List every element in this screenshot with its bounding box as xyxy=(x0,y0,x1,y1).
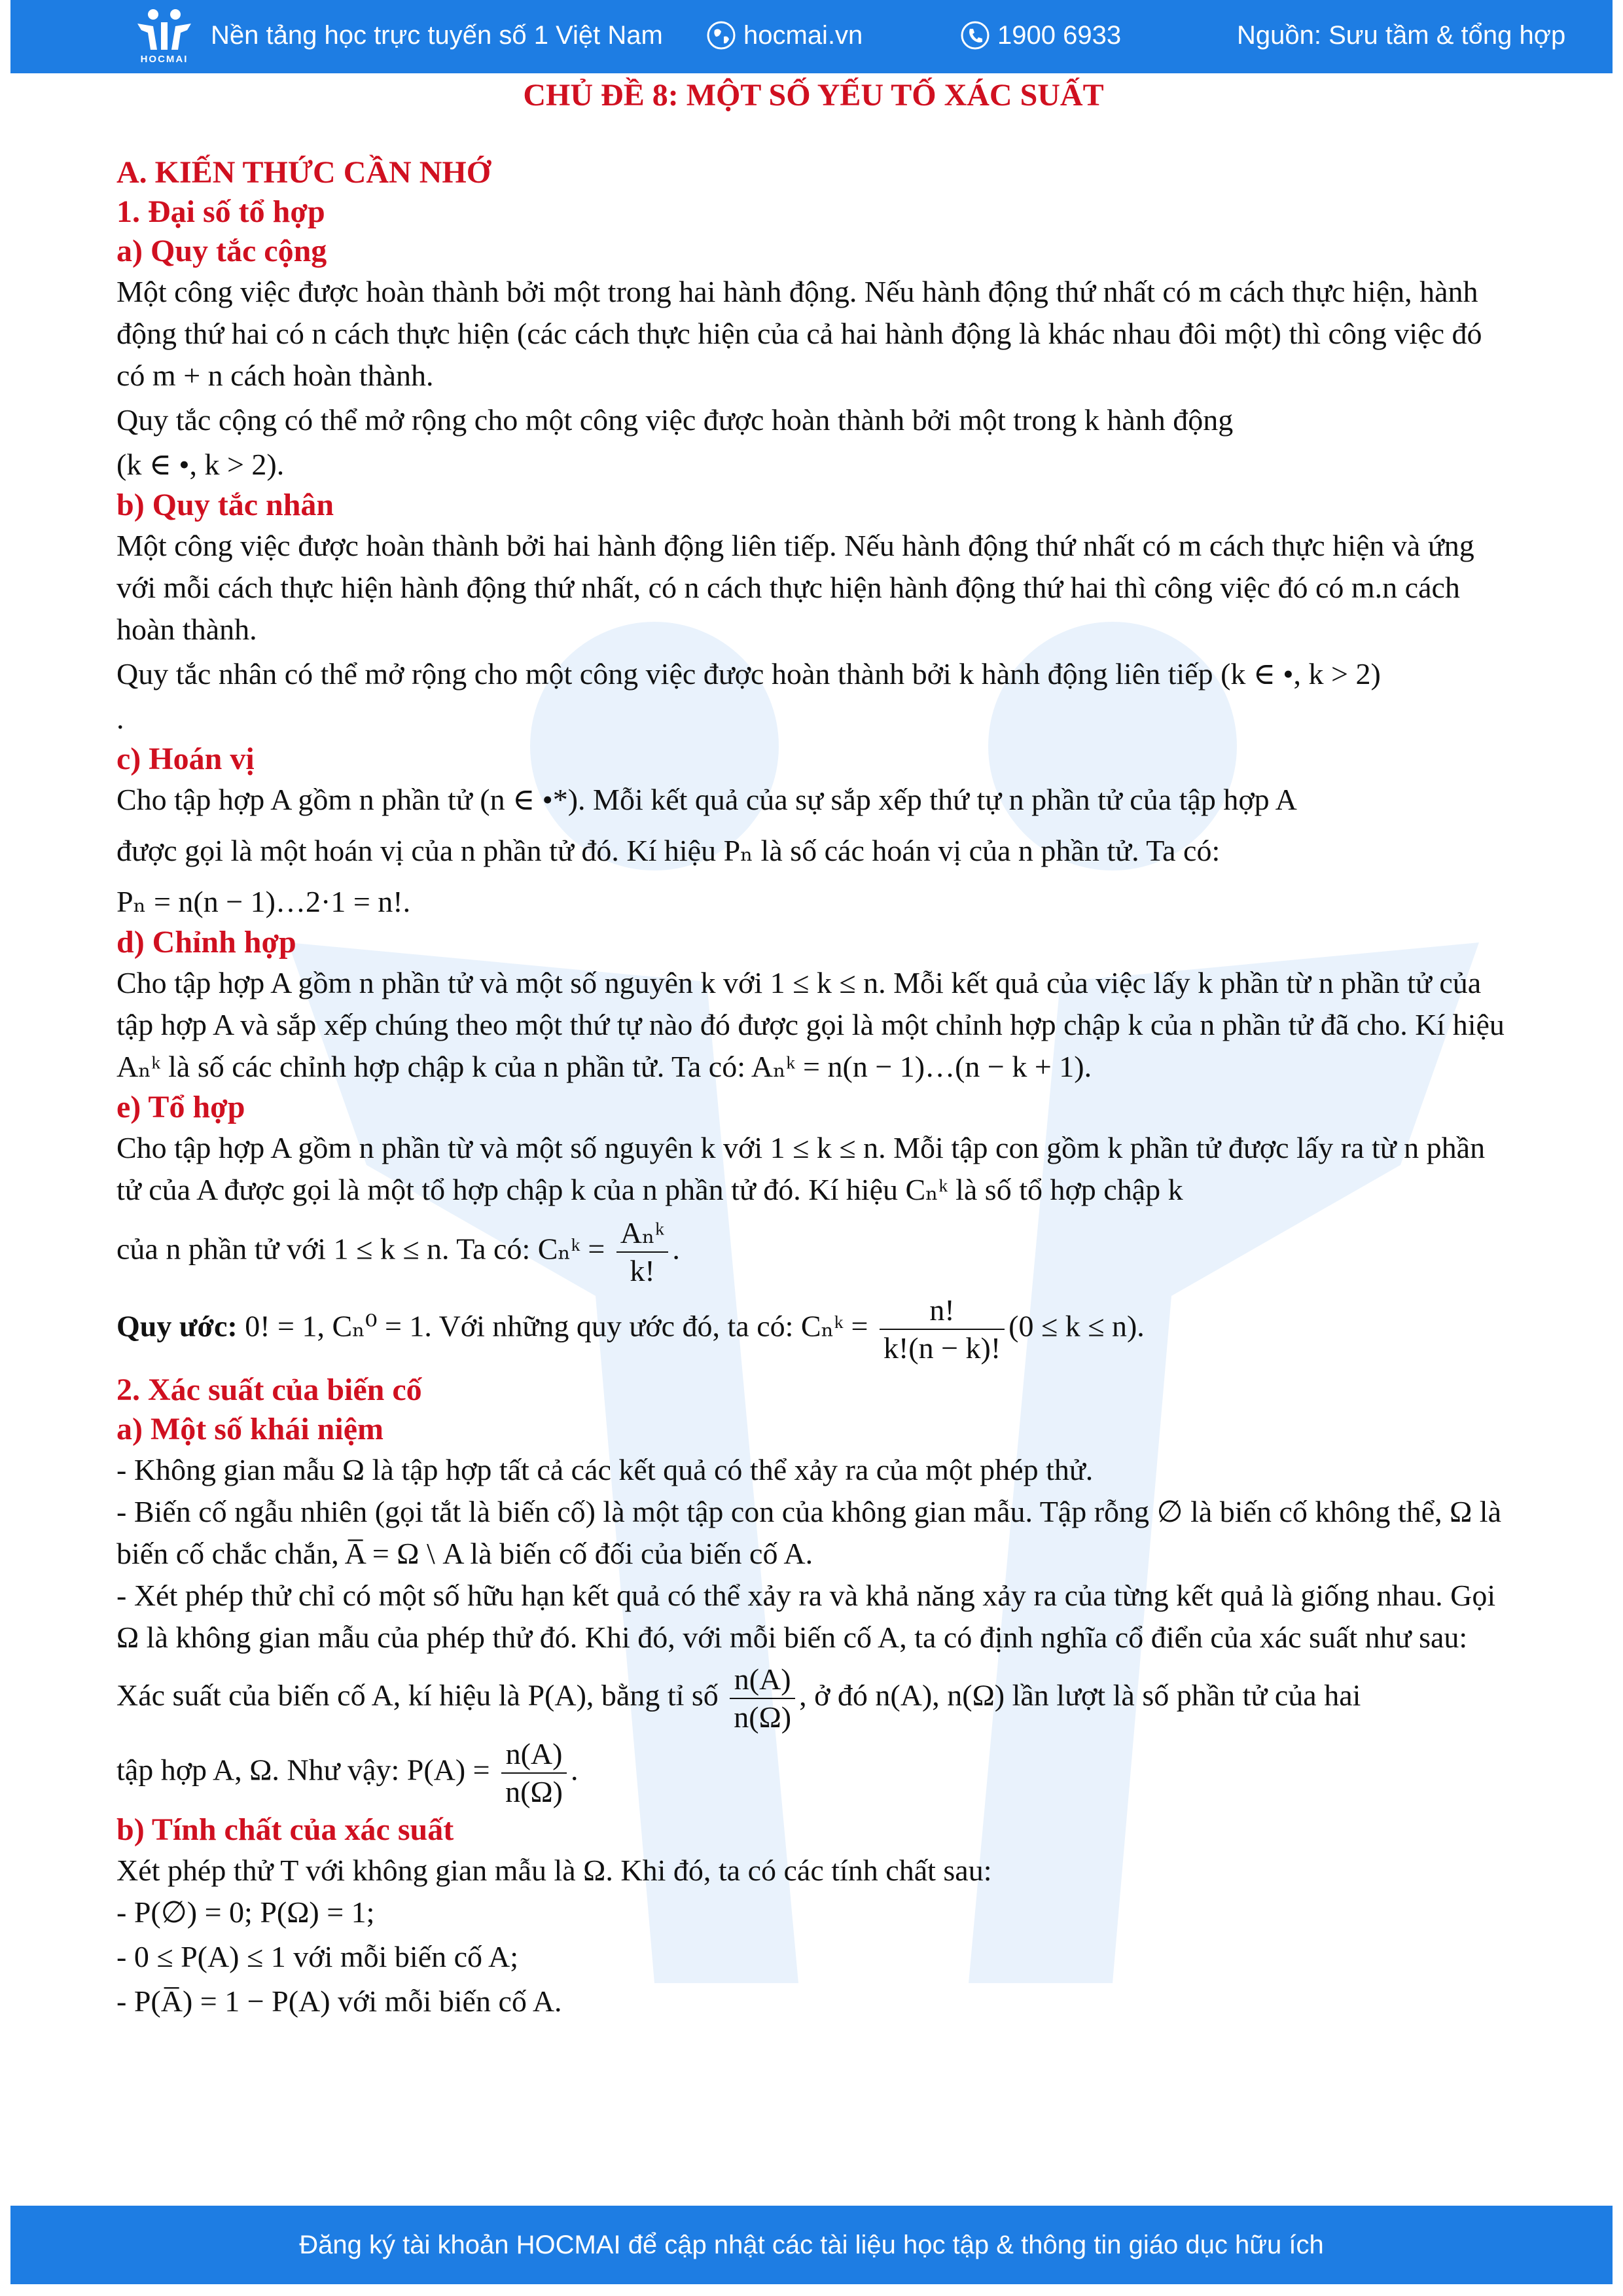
header-phone-link[interactable]: 1900 6933 xyxy=(997,21,1122,50)
fraction xyxy=(730,1661,795,1736)
fraction-denominator: n(Ω) xyxy=(505,1775,563,1808)
fraction-denominator: k!(n − k)! xyxy=(883,1331,1001,1365)
paragraph: - Xét phép thử chỉ có một số hữu hạn kết quả có thể xảy ra và khả năng xảy ra của từng kết quả là giống nhau. Gọi Ω là không gian mẫu của phép thử đó. Khi đó, với mỗi biến cố A, ta có định nghĩa cổ điển của xác suất như sau: xyxy=(116,1579,1496,1654)
logo-text: HOCMAI xyxy=(140,54,188,65)
formula-text: 0! = 1, Cₙ⁰ = 1. Với những quy ước đó, ta có: Cₙᵏ = xyxy=(245,1309,868,1343)
fraction-denominator: n(Ω) xyxy=(734,1700,792,1734)
formula-text: Xác suất của biến cố A, kí hiệu là P(A), bằng tỉ số xyxy=(116,1678,719,1712)
formula-text: của n phần tử với 1 ≤ k ≤ n. Ta có: Cₙᵏ = xyxy=(116,1232,605,1266)
formula: Pₙ = n(n − 1)…2·1 = n!. xyxy=(116,885,411,918)
footer-banner[interactable] xyxy=(10,2206,1613,2284)
paragraph: Cho tập hợp A gồm n phần từ và một số nguyên k với 1 ≤ k ≤ n. Mỗi tập con gồm k phần tử được lấy ra từ n phần tử của A được gọi là một tổ hợp chập k của n phần tử đó. Kí hiệu Cₙᵏ là số tổ hợp chập k xyxy=(116,1131,1486,1206)
paragraph: Cho tập hợp A gồm n phần tử (n ∈ •*). Mỗi kết quả của sự sắp xếp thứ tự n phần tử của tập hợp A xyxy=(116,783,1297,816)
fraction-numerator: Aₙᵏ xyxy=(616,1215,669,1253)
globe-icon xyxy=(705,20,737,51)
formula-text: , ở đó n(A), n(Ω) lần lượt là số phần tử của hai xyxy=(799,1678,1361,1712)
formula-text: tập hợp A, Ω. Như vậy: P(A) = xyxy=(116,1753,490,1787)
formula-line xyxy=(116,1736,1510,1810)
subsection-multiplication-rule: b) Quy tắc nhân xyxy=(116,488,334,522)
page-title: CHỦ ĐỀ 8: MỘT SỐ YẾU TỐ XÁC SUẤT xyxy=(523,78,1104,113)
fraction-numerator: n(A) xyxy=(501,1736,567,1774)
footer-text: Đăng ký tài khoản HOCMAI để cập nhật các tài liệu học tập & thông tin giáo dục hữu ích xyxy=(299,2231,1324,2259)
subsection-arrangement: d) Chỉnh hợp xyxy=(116,925,296,960)
document-body xyxy=(116,73,1510,2022)
phone-icon xyxy=(959,20,991,51)
paragraph: Quy tắc cộng có thể mở rộng cho một công việc được hoàn thành bởi một trong k hành động xyxy=(116,403,1234,437)
paragraph: Một công việc được hoàn thành bởi hai hành động liên tiếp. Nếu hành động thứ nhất có m cách thực hiện và ứng với mỗi cách thực hiện hành động thứ nhất, có n cách thực hiện hành động thứ hai thì công việc đó có m.n cách hoàn thành. xyxy=(116,529,1474,646)
fraction-numerator: n(A) xyxy=(730,1661,795,1699)
paragraph: Quy tắc nhân có thể mở rộng cho một công việc được hoàn thành bởi k hành động liên tiếp (k ∈ •, k > 2) xyxy=(116,657,1381,691)
convention-line xyxy=(116,1292,1510,1367)
section-1-heading: 1. Đại số tổ hợp xyxy=(116,194,325,229)
fraction xyxy=(616,1215,669,1289)
formula-end: . xyxy=(672,1232,680,1266)
convention-label: Quy ước: xyxy=(116,1309,238,1343)
list-item: - 0 ≤ P(A) ≤ 1 với mỗi biến cố A; xyxy=(116,1940,518,1973)
page-header xyxy=(10,0,1613,73)
subsection-addition-rule: a) Quy tắc cộng xyxy=(116,234,327,268)
section-2-heading: 2. Xác suất của biến cố xyxy=(116,1372,422,1407)
fraction xyxy=(880,1292,1005,1367)
paragraph: Xét phép thử T với không gian mẫu là Ω. Khi đó, ta có các tính chất sau: xyxy=(116,1854,992,1887)
formula-end: (0 ≤ k ≤ n). xyxy=(1008,1309,1145,1343)
paragraph: - Không gian mẫu Ω là tập hợp tất cả các kết quả có thể xảy ra của một phép thử. xyxy=(116,1453,1094,1486)
section-a-heading: A. KIẾN THỨC CẦN NHỚ xyxy=(116,155,491,190)
hocmai-logo[interactable] xyxy=(128,7,200,67)
list-item: - P(∅) = 0; P(Ω) = 1; xyxy=(116,1895,375,1929)
formula-line xyxy=(116,1215,1510,1289)
subsection-combination: e) Tổ hợp xyxy=(116,1090,245,1124)
subsection-permutation: c) Hoán vị xyxy=(116,742,255,776)
header-tagline: Nền tảng học trực tuyến số 1 Việt Nam xyxy=(211,21,663,50)
subsection-concepts: a) Một số khái niệm xyxy=(116,1412,383,1446)
formula: (k ∈ •, k > 2). xyxy=(116,448,285,481)
formula-end: . xyxy=(570,1753,579,1787)
paragraph-end: . xyxy=(116,702,124,735)
fraction-numerator: n! xyxy=(880,1292,1005,1330)
subsection-probability-properties: b) Tính chất của xác suất xyxy=(116,1812,454,1847)
header-source: Nguồn: Sưu tầm & tổng hợp xyxy=(1237,21,1566,50)
hocmai-logo-icon xyxy=(128,7,200,54)
paragraph: Cho tập hợp A gồm n phần tử và một số nguyên k với 1 ≤ k ≤ n. Mỗi kết quả của việc lấy k phần từ n phần tử của tập hợp A và sắp xếp chúng theo một thứ tự nào đó được gọi là một chỉnh hợp chập k của n phần tử đã cho. Kí hiệu Aₙᵏ là số các chỉnh hợp chập k của n phần tử. Ta có: Aₙᵏ = n(n − 1)…(n − k + 1). xyxy=(116,966,1505,1083)
paragraph: Một công việc được hoàn thành bởi một trong hai hành động. Nếu hành động thứ nhất có m cách thực hiện, hành động thứ hai có n cách thực hiện (các cách thực hiện của cả hai hành động là khác nhau đôi một) thì công việc đó có m + n cách hoàn thành. xyxy=(116,275,1482,392)
fraction xyxy=(501,1736,567,1810)
paragraph: được gọi là một hoán vị của n phần tử đó. Kí hiệu Pₙ là số các hoán vị của n phần tử. Ta có: xyxy=(116,834,1221,867)
list-item: - P(A̅) = 1 − P(A) với mỗi biến cố A. xyxy=(116,1984,562,2018)
header-website-link[interactable]: hocmai.vn xyxy=(743,21,863,50)
paragraph: - Biến cố ngẫu nhiên (gọi tắt là biến cố) là một tập con của không gian mẫu. Tập rỗng ∅ là biến cố không thể, Ω là biến cố chắc chắn, A̅ = Ω \ A là biến cố đối của biến cố A. xyxy=(116,1495,1501,1570)
formula-line xyxy=(116,1661,1510,1736)
fraction-denominator: k! xyxy=(630,1254,655,1287)
